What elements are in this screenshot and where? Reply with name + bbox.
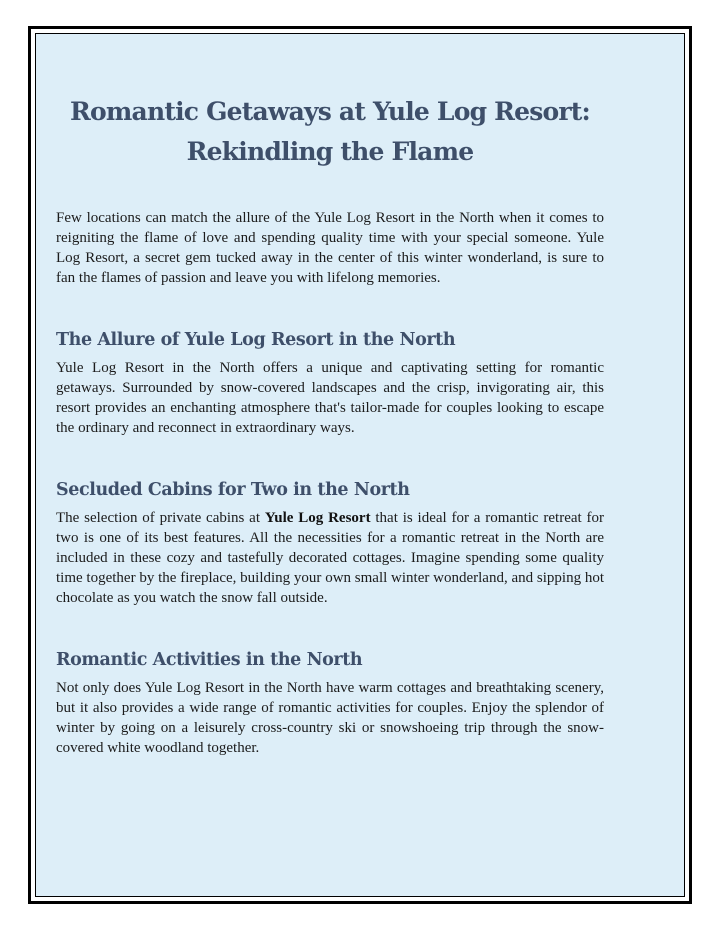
section-heading-activities: Romantic Activities in the North — [56, 650, 363, 670]
document-content — [56, 80, 604, 758]
section-allure — [56, 328, 604, 438]
page-title — [56, 80, 604, 172]
page-title-line-1: Romantic Getaways at Yule Log Resort: — [70, 97, 590, 126]
resort-name-link: Yule Log Resort — [264, 510, 371, 526]
page-title-line-2: Rekindling the Flame — [186, 137, 474, 166]
section-heading-cabins: Secluded Cabins for Two in the North — [56, 480, 410, 500]
section-body-allure: Yule Log Resort in the North offers a unique and captivating setting for romantic getaways. Surrounded by snow-covered landscapes and the crisp, invigorating air, this resort provides an enchanting atmosphere that's tailor-made for couples looking to escape the ordinary and reconnect in extraordinary ways. — [56, 360, 604, 436]
intro-paragraph: Few locations can match the allure of the Yule Log Resort in the North when it comes to reigniting the flame of love and spending quality time with your special someone. Yule Log Resort, a secret gem tucked away in the center of this winter wonderland, is sure to fan the flames of passion and leave you with lifelong memories. — [56, 210, 604, 286]
section-body-activities: Not only does Yule Log Resort in the North have warm cottages and breathtaking scenery, but it also provides a wide range of romantic activities for couples. Enjoy the splendor of winter by going on a leisurely cross-country ski or snowshoeing trip through the snow-covered white woodland together. — [56, 680, 604, 756]
section-body-cabins — [56, 508, 604, 608]
section-activities — [56, 648, 604, 758]
section-body-cabins-before: The selection of private cabins at — [56, 510, 265, 526]
section-heading-allure: The Allure of Yule Log Resort in the North — [56, 330, 456, 350]
section-cabins — [56, 478, 604, 608]
section-body-cabins-after: that is ideal for a romantic retreat for two is one of its best features. All the necessities for a romantic retreat in the North are included in these cozy and tastefully decorated cottages. Imagine spending some quality time together by the fireplace, building your own small winter wonderland, and sipping hot chocolate as you watch the snow fall outside. — [56, 510, 605, 606]
